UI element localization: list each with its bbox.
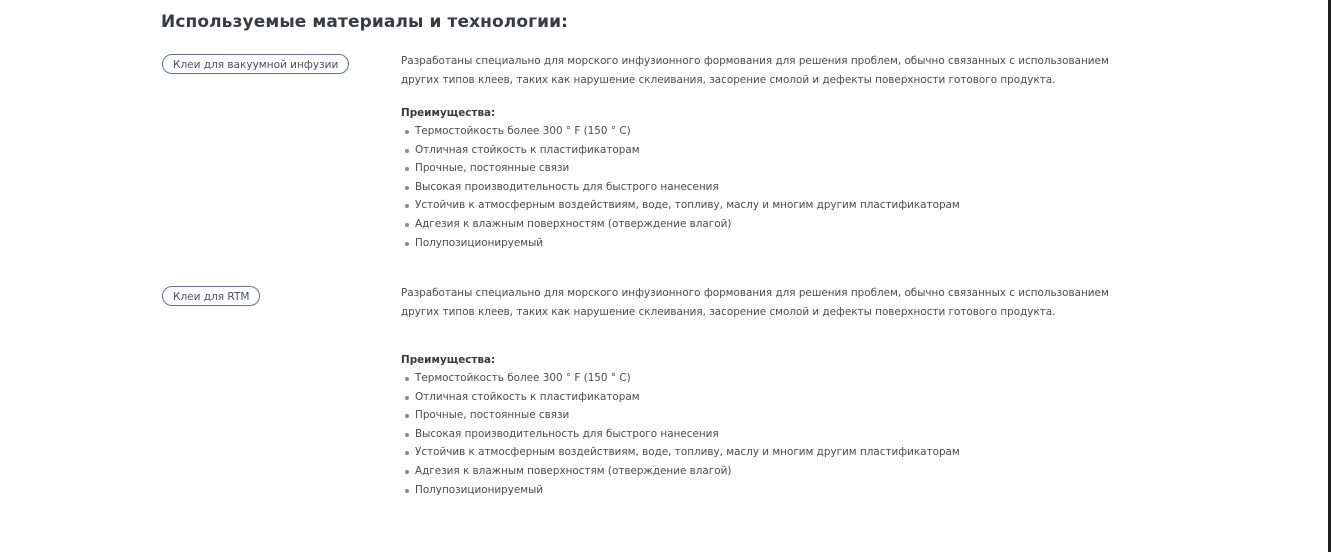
advantages-list: [401, 122, 1161, 252]
bullet-icon: [405, 186, 409, 190]
bullet-icon: [405, 130, 409, 134]
bullet-icon: [405, 396, 409, 400]
description-line: других типов клеев, таких как нарушение склеивания, засорение смолой и дефекты поверхности готового продукта.: [401, 306, 1056, 318]
material-description: [401, 52, 1161, 90]
bullet-icon: [405, 377, 409, 381]
advantages-heading: Преимущества:: [401, 354, 496, 366]
bullet-icon: [405, 167, 409, 171]
advantage-item: Высокая производительность для быстрого нанесения: [401, 178, 1161, 197]
advantage-item: Устойчив к атмосферным воздействиям, воде, топливу, маслу и многим другим пластификаторам: [401, 443, 1161, 462]
bullet-icon: [405, 149, 409, 153]
section-title: Используемые материалы и технологии:: [161, 12, 569, 32]
advantage-item: Прочные, постоянные связи: [401, 159, 1161, 178]
bullet-icon: [405, 470, 409, 474]
material-content: [401, 284, 1161, 499]
advantage-item: Прочные, постоянные связи: [401, 406, 1161, 425]
advantage-item: Полупозиционируемый: [401, 234, 1161, 253]
advantage-item: Полупозиционируемый: [401, 481, 1161, 500]
description-line: других типов клеев, таких как нарушение склеивания, засорение смолой и дефекты поверхности готового продукта.: [401, 74, 1056, 86]
bullet-icon: [405, 223, 409, 227]
advantage-item: Адгезия к влажным поверхностям (отверждение влагой): [401, 462, 1161, 481]
bullet-icon: [405, 242, 409, 246]
advantage-item: Отличная стойкость к пластификаторам: [401, 141, 1161, 160]
bullet-icon: [405, 204, 409, 208]
bullet-icon: [405, 489, 409, 493]
advantages-list: [401, 369, 1161, 499]
tag-rtm-adhesives[interactable]: Клеи для RTM: [162, 286, 260, 306]
tag-vacuum-infusion-adhesives[interactable]: Клеи для вакуумной инфузии: [162, 54, 349, 74]
advantage-item: Термостойкость более 300 ° F (150 ° C): [401, 122, 1161, 141]
description-line: Разработаны специально для морского инфузионного формования для решения проблем, обычно связанных с использованием: [401, 55, 1109, 67]
bullet-icon: [405, 414, 409, 418]
bullet-icon: [405, 451, 409, 455]
material-description: [401, 284, 1161, 322]
advantage-item: Адгезия к влажным поверхностям (отверждение влагой): [401, 215, 1161, 234]
advantages-heading: Преимущества:: [401, 107, 496, 119]
bullet-icon: [405, 433, 409, 437]
material-content: [401, 52, 1161, 252]
description-line: Разработаны специально для морского инфузионного формования для решения проблем, обычно связанных с использованием: [401, 287, 1109, 299]
advantage-item: Отличная стойкость к пластификаторам: [401, 388, 1161, 407]
advantage-item: Термостойкость более 300 ° F (150 ° C): [401, 369, 1161, 388]
advantage-item: Высокая производительность для быстрого нанесения: [401, 425, 1161, 444]
advantage-item: Устойчив к атмосферным воздействиям, воде, топливу, маслу и многим другим пластификаторам: [401, 196, 1161, 215]
